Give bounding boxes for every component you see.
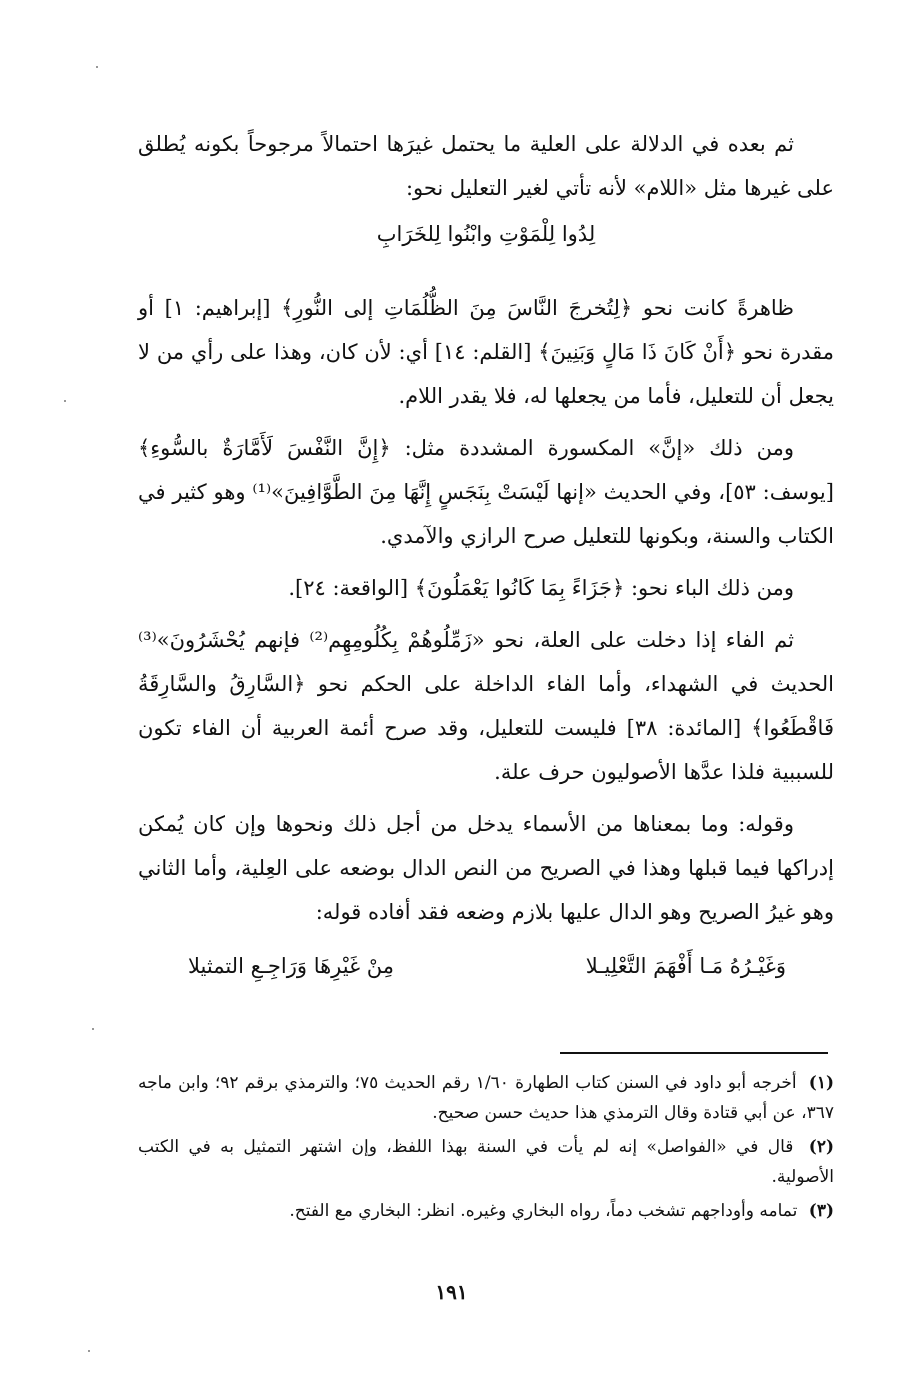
poetry-verse-2 [138, 944, 834, 988]
verse-2-first-hemistich: وَغَيْـرُهُ مَـا أَفْهَمَ التَّعْلِيـلا [585, 954, 786, 978]
spacer [138, 610, 834, 618]
footnote-2 [138, 1132, 834, 1192]
footnote-1 [138, 1068, 834, 1128]
paragraph-1: ثم بعده في الدلالة على العلية ما يحتمل غيرَها احتمالاً مرجوحاً بكونه يُطلق على غيرها مثل «اللام» لأنه تأتي لغير التعليل نحو: [138, 132, 834, 200]
spacer [138, 418, 834, 426]
scan-speck [92, 1028, 94, 1030]
footnote-text: أخرجه أبو داود في السنن كتاب الطهارة ١/٦٠ رقم الحديث ٧٥؛ والترمذي برقم ٩٢؛ وابن ماجه ٣٦٧، عن أبي قتادة وقال الترمذي هذا حديث حسن صحيح. [138, 1073, 834, 1123]
footnote-separator [560, 1052, 828, 1054]
footnote-text: تمامه وأوداجهم تشخب دماً، رواه البخاري وغيره. انظر: البخاري مع الفتح. [289, 1201, 798, 1221]
scan-speck [88, 1350, 90, 1352]
scan-speck [96, 66, 98, 68]
spacer [138, 256, 834, 286]
footnote-text: قال في «الفواصل» إنه لم يأت في السنة بهذا اللفظ، وإن اشتهر التمثيل به في الكتب الأصولية. [138, 1137, 834, 1187]
footnote-number: (٢) [808, 1137, 834, 1157]
spacer [138, 794, 834, 802]
main-text-block [138, 122, 834, 988]
footnotes-block [138, 1068, 834, 1230]
footnote-number: (١) [808, 1073, 835, 1093]
paragraph-2: ظاهرةً كانت نحو ﴿لِتُخرجَ النَّاسَ مِنَ الظُّلُمَاتِ إلى النُّورِ﴾ [إبراهيم: ١] أو مقدرة نحو ﴿أَنْ كَانَ ذَا مَالٍ وَبَنِينَ﴾ [القلم: ١٤] أي: لأن كان، وهذا على رأي من لا يجعل أن للتعليل، فأما من يجعلها له، فلا يقدر اللام. [138, 296, 834, 408]
scan-speck [64, 400, 66, 402]
verse-2-second-hemistich: مِنْ غَيْرِهَا وَرَاجِـعِ التمثيلا [188, 954, 394, 978]
poetry-verse-1: لِدُوا لِلْمَوْتِ وابْنُوا لِلخَرَابِ [376, 222, 596, 246]
paragraph-5: ثم الفاء إذا دخلت على العلة، نحو «زَمِّلُوهُمْ بِكُلُومِهِم⁽²⁾ فإنهم يُحْشَرُونَ»⁽³⁾ الحديث في الشهداء، وأما الفاء الداخلة على الحكم نحو ﴿السَّارِقُ والسَّارِقَةُ فَاقْطَعُوا﴾ [المائدة: ٣٨] فليست للتعليل، وقد صرح أئمة العربية أن الفاء تكون للسببية فلذا عدَّها الأصوليون حرف علة. [138, 628, 834, 784]
page-number: ١٩١ [435, 1280, 468, 1304]
paragraph-6: وقوله: وما بمعناها من الأسماء يدخل من أجل ذلك ونحوها وإن كان يُمكن إدراكها فيما قبلها وهذا في الصريح من النص الدال بوضعه على العِلية، وأما الثاني وهو غيرُ الصريح وهو الدال عليها بلازم وضعه فقد أفاده قوله: [138, 812, 834, 924]
spacer [138, 558, 834, 566]
footnote-3 [138, 1196, 834, 1226]
paragraph-3: ومن ذلك «إنَّ» المكسورة المشددة مثل: ﴿إِنَّ النَّفْسَ لَأَمَّارَةٌ بالسُّوءِ﴾ [يوسف: ٥٣]، وفي الحديث «إنها لَيْسَتْ بِنَجَسٍ إِنَّهَا مِنَ الطَّوَّافِينَ»⁽¹⁾ وهو كثير في الكتاب والسنة، وبكونها للتعليل صرح الرازي والآمدي. [138, 436, 834, 548]
footnote-number: (٣) [808, 1201, 834, 1221]
paragraph-4: ومن ذلك الباء نحو: ﴿جَزَاءً بِمَا كَانُوا يَعْمَلُونَ﴾ [الواقعة: ٢٤]. [288, 576, 794, 600]
